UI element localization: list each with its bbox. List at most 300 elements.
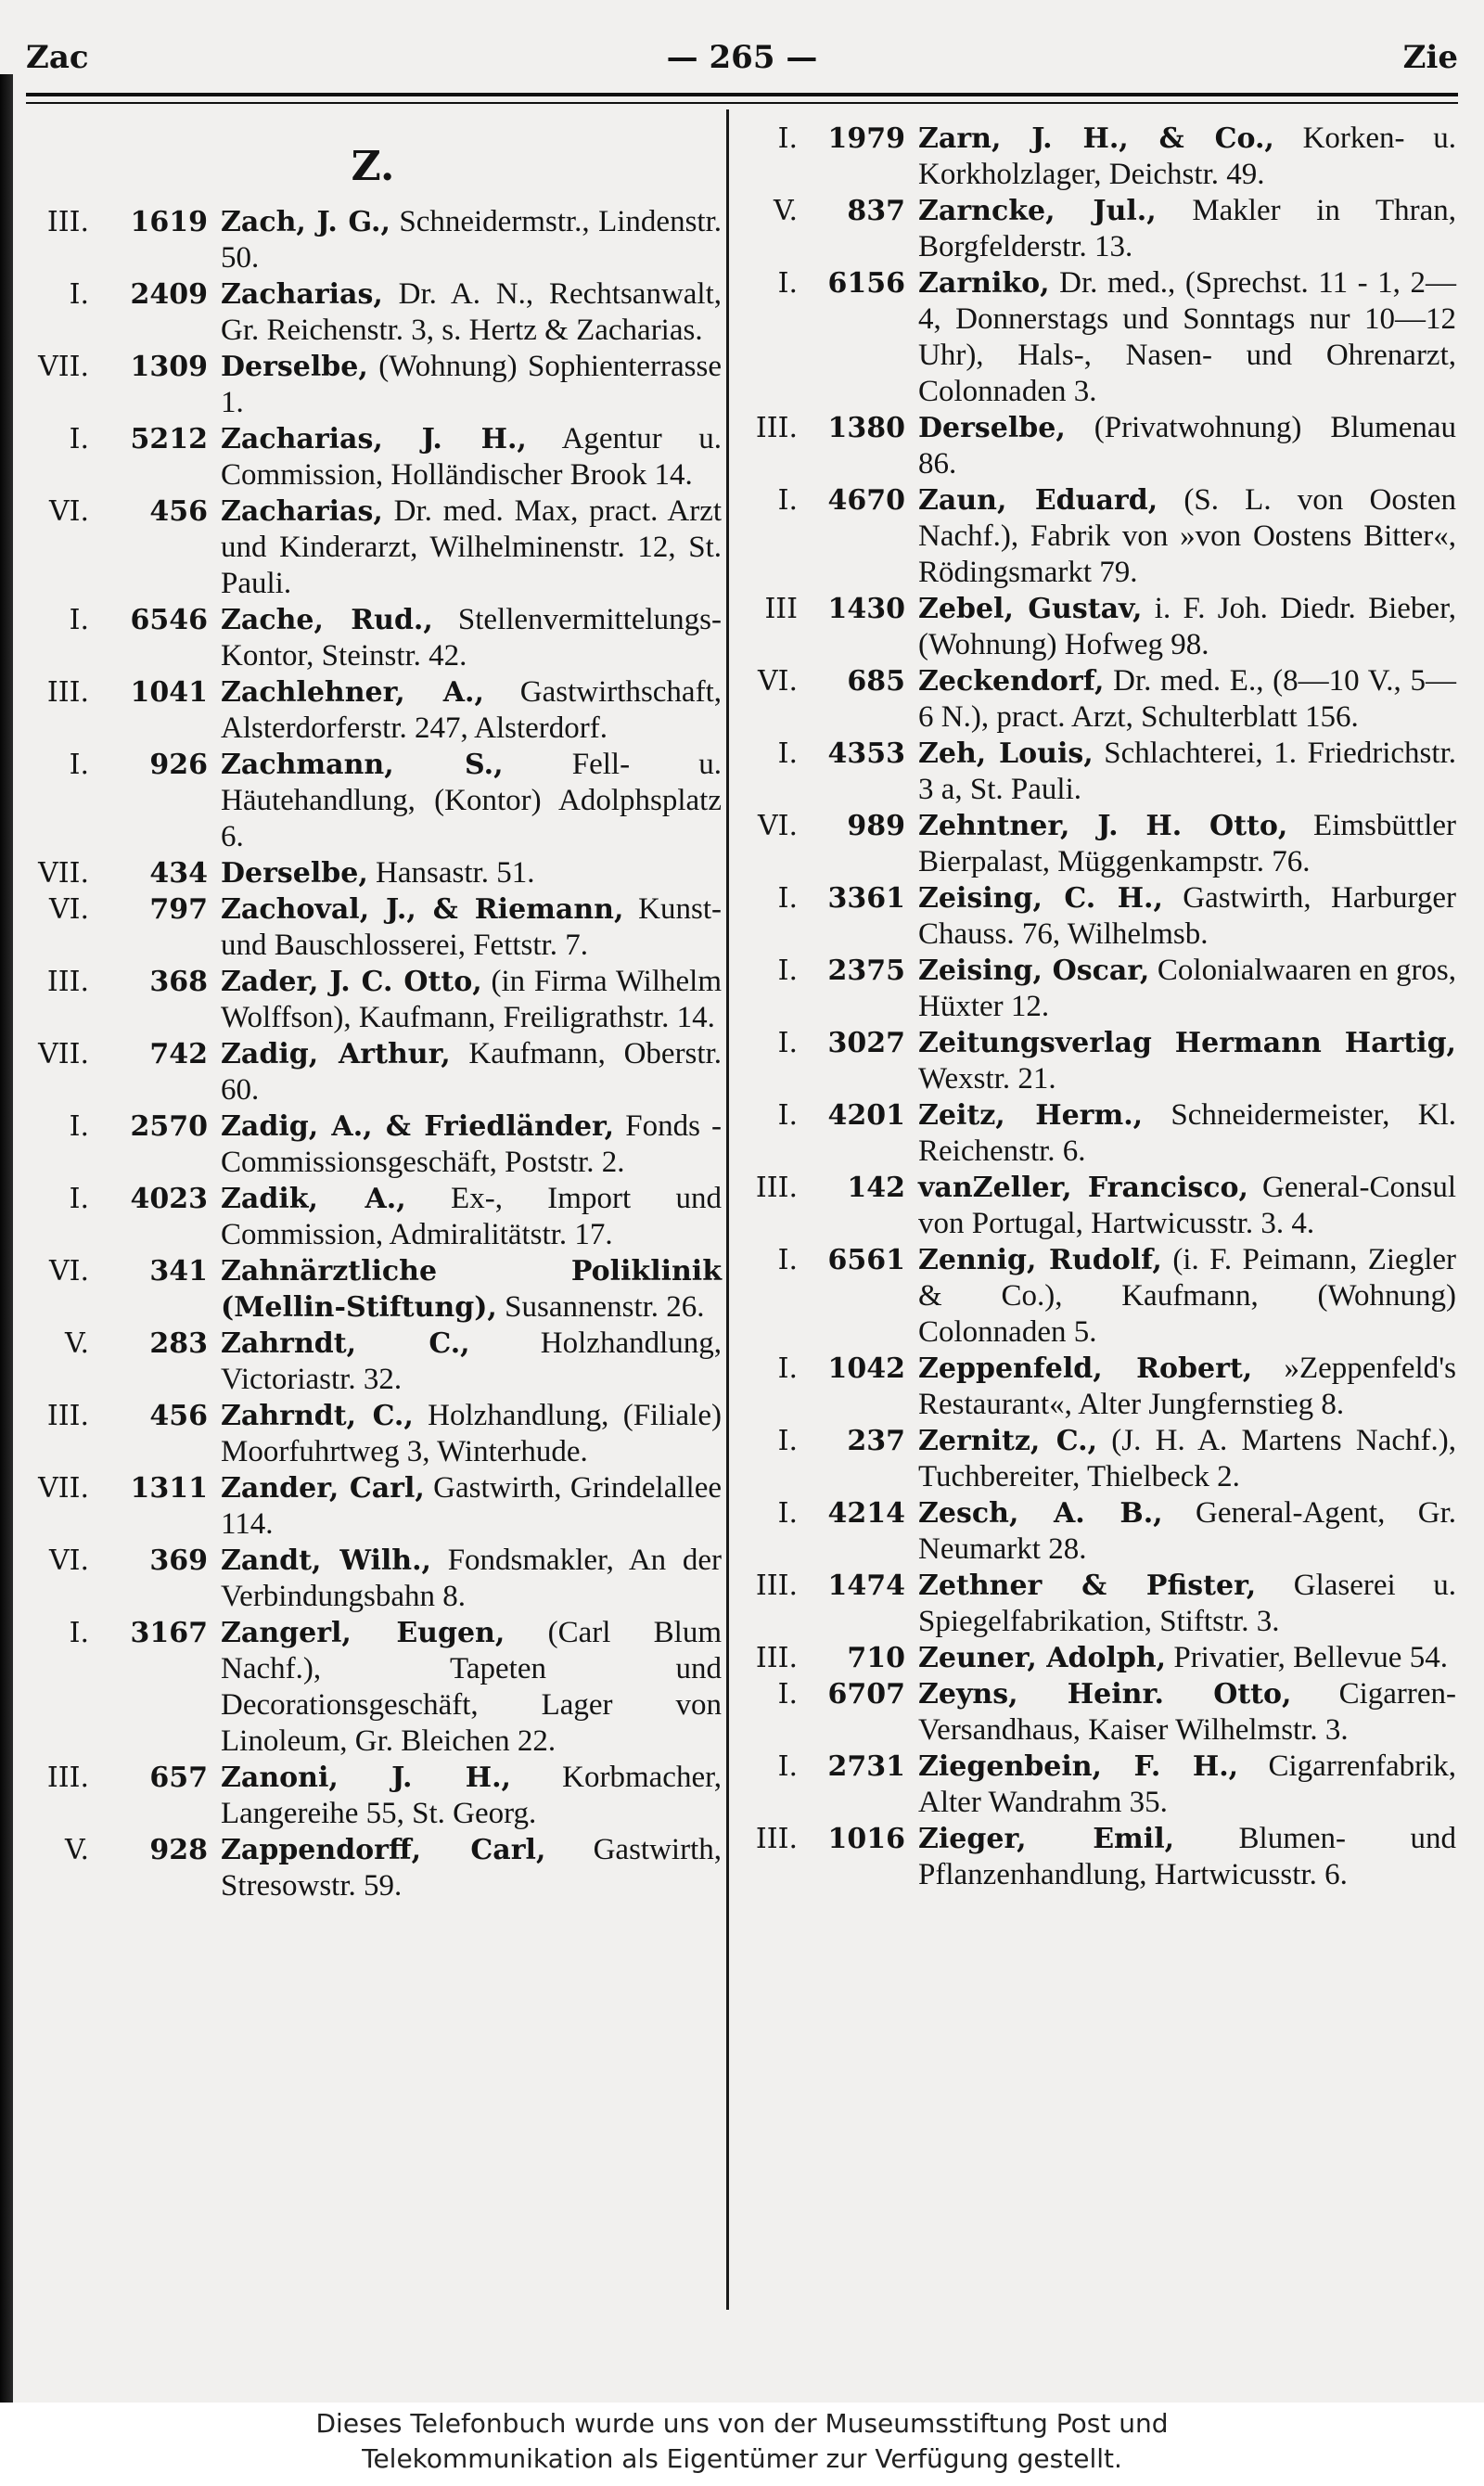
phone-number bbox=[24, 747, 221, 855]
exchange-district: VI. bbox=[48, 495, 89, 528]
subscriber-name: Zernitz, C., bbox=[918, 1425, 1098, 1457]
exchange-district: VI. bbox=[757, 810, 798, 842]
exchange-district: I. bbox=[777, 1425, 798, 1457]
entry-text bbox=[221, 421, 722, 493]
subscriber-name: Zander, Carl, bbox=[221, 1472, 425, 1505]
exchange-district: VI. bbox=[757, 665, 798, 698]
entry-text bbox=[918, 410, 1456, 482]
subscriber-name: Zehntner, J. H. Otto, bbox=[918, 810, 1288, 842]
subscriber-details: (Privatwohnung) Blumenau 86. bbox=[918, 411, 1457, 481]
subscriber-name: Zahnärztliche Poliklinik (Mellin-Stiftung), bbox=[221, 1255, 722, 1324]
subscriber-details: Cigarren-Versandhaus, Kaiser Wilhelmstr. 3. bbox=[918, 1677, 1457, 1747]
line-number: 837 bbox=[847, 195, 905, 227]
entry-text bbox=[918, 1821, 1456, 1893]
subscriber-details: Fonds - Commissionsgeschäft, Poststr. 2. bbox=[221, 1109, 723, 1179]
directory-entry bbox=[24, 1326, 722, 1398]
phone-number bbox=[24, 674, 221, 747]
entry-text bbox=[918, 736, 1456, 808]
phone-number bbox=[740, 1423, 918, 1495]
subscriber-details: Ex-, Import und Commission, Admiralitätstr. 17. bbox=[221, 1182, 722, 1251]
directory-entry bbox=[740, 1170, 1456, 1242]
line-number: 6561 bbox=[827, 1244, 905, 1276]
exchange-district: III. bbox=[755, 412, 798, 444]
line-number: 1474 bbox=[827, 1570, 905, 1602]
directory-entry bbox=[740, 1495, 1456, 1568]
subscriber-name: Zach, J. G., bbox=[221, 206, 390, 238]
line-number: 657 bbox=[149, 1762, 208, 1794]
footer-notice bbox=[0, 2403, 1484, 2486]
subscriber-details: Fondsmakler, An der Verbindungsbahn 8. bbox=[221, 1544, 722, 1613]
phone-number bbox=[24, 602, 221, 674]
subscriber-name: Zeyns, Heinr. Otto, bbox=[918, 1678, 1292, 1711]
subscriber-details: Hansastr. 51. bbox=[376, 856, 535, 890]
subscriber-name: Ziegenbein, F. H., bbox=[918, 1750, 1239, 1783]
subscriber-details: Dr. med. Max, pract. Arzt und Kinderarzt, Wilhelminenstr. 12, St. Pauli. bbox=[221, 494, 723, 600]
phone-number bbox=[24, 1832, 221, 1904]
subscriber-name: Zandt, Wilh., bbox=[221, 1544, 431, 1577]
entry-text bbox=[221, 1108, 722, 1181]
exchange-district: VII. bbox=[38, 351, 89, 383]
entry-text bbox=[918, 880, 1456, 953]
column-divider bbox=[726, 109, 729, 2310]
directory-entry bbox=[740, 482, 1456, 591]
exchange-district: VII. bbox=[38, 857, 89, 890]
line-number: 6156 bbox=[827, 267, 905, 300]
subscriber-details: Dr. A. N., Rechtsanwalt, Gr. Reichenstr. 3, s. Hertz & Zacharias. bbox=[221, 277, 723, 347]
exchange-district: V. bbox=[774, 195, 798, 227]
subscriber-name: Derselbe, bbox=[918, 412, 1066, 444]
phone-number bbox=[740, 1568, 918, 1640]
entry-text bbox=[918, 193, 1456, 265]
line-number: 989 bbox=[847, 810, 905, 842]
directory-entry bbox=[24, 1543, 722, 1615]
subscriber-details: Gastwirth, Harburger Chauss. 76, Wilhelmsb. bbox=[918, 881, 1456, 951]
line-number: 434 bbox=[149, 857, 208, 890]
directory-entry bbox=[740, 1749, 1456, 1821]
exchange-district: III. bbox=[46, 966, 89, 998]
directory-entry bbox=[24, 964, 722, 1036]
phone-number bbox=[740, 953, 918, 1025]
header-rule-thin bbox=[26, 102, 1458, 104]
entry-text bbox=[221, 1615, 722, 1760]
directory-entry bbox=[740, 1097, 1456, 1170]
line-number: 1979 bbox=[827, 122, 905, 155]
phone-number bbox=[24, 1181, 221, 1253]
entry-text bbox=[221, 1253, 722, 1326]
entry-text bbox=[918, 591, 1456, 663]
header-rule bbox=[26, 93, 1458, 96]
directory-entry bbox=[740, 1640, 1456, 1676]
subscriber-details: Gastwirth, Stresowstr. 59. bbox=[221, 1833, 722, 1903]
directory-entry bbox=[24, 1181, 722, 1253]
phone-number bbox=[740, 265, 918, 410]
subscriber-name: Zahrndt, C., bbox=[221, 1327, 470, 1360]
phone-number bbox=[24, 421, 221, 493]
left-column bbox=[24, 121, 722, 1904]
subscriber-details: Agentur u. Commission, Holländischer Brook 14. bbox=[221, 422, 722, 492]
line-number: 1041 bbox=[130, 676, 208, 709]
subscriber-details: Dr. med., (Sprechst. 11 - 1, 2—4, Donnerstags und Sonntags nur 10—12 Uhr), Hals-, Nasen- und Ohrenarzt, Colonnaden 3. bbox=[918, 266, 1456, 408]
phone-number bbox=[740, 193, 918, 265]
entry-text bbox=[918, 1351, 1456, 1423]
entry-text bbox=[221, 1832, 722, 1904]
exchange-district: III. bbox=[755, 1823, 798, 1855]
line-number: 341 bbox=[149, 1255, 208, 1288]
exchange-district: III. bbox=[46, 676, 89, 709]
line-number: 369 bbox=[149, 1544, 208, 1577]
exchange-district: I. bbox=[777, 1244, 798, 1276]
directory-entry bbox=[740, 663, 1456, 736]
directory-entry bbox=[740, 1821, 1456, 1893]
entry-text bbox=[221, 855, 722, 891]
subscriber-details: Colonialwaaren en gros, Hüxter 12. bbox=[918, 954, 1457, 1023]
phone-number bbox=[24, 1543, 221, 1615]
binding-edge bbox=[0, 74, 13, 2403]
directory-entry bbox=[740, 1351, 1456, 1423]
subscriber-details: Holzhandlung, (Filiale) Moorfuhrtweg 3, Winterhude. bbox=[221, 1399, 723, 1468]
phone-number bbox=[24, 1253, 221, 1326]
subscriber-name: Zeppenfeld, Robert, bbox=[918, 1352, 1253, 1385]
entry-text bbox=[221, 1760, 722, 1832]
subscriber-details: General-Agent, Gr. Neumarkt 28. bbox=[918, 1496, 1456, 1566]
line-number: 456 bbox=[149, 495, 208, 528]
exchange-district: VII. bbox=[38, 1472, 89, 1505]
subscriber-name: Zennig, Rudolf, bbox=[918, 1244, 1162, 1276]
phone-number bbox=[740, 410, 918, 482]
phone-number bbox=[740, 808, 918, 880]
phone-number bbox=[740, 591, 918, 663]
entry-text bbox=[221, 349, 722, 421]
line-number: 142 bbox=[847, 1172, 905, 1204]
subscriber-name: Zadig, A., & Friedländer, bbox=[221, 1110, 615, 1143]
subscriber-details: Korken- u. Korkholzlager, Deichstr. 49. bbox=[918, 122, 1456, 191]
subscriber-name: Zarniko, bbox=[918, 267, 1050, 300]
phone-number bbox=[740, 736, 918, 808]
section-letter: Z. bbox=[351, 143, 395, 190]
phone-number bbox=[24, 855, 221, 891]
subscriber-name: Zebel, Gustav, bbox=[918, 593, 1143, 625]
phone-number bbox=[24, 964, 221, 1036]
directory-entry bbox=[24, 1398, 722, 1470]
exchange-district: I. bbox=[777, 484, 798, 517]
subscriber-name: Zachoval, J., & Riemann, bbox=[221, 893, 624, 926]
subscriber-details: i. F. Joh. Diedr. Bieber, (Wohnung) Hofweg 98. bbox=[918, 592, 1456, 661]
directory-entry bbox=[24, 1108, 722, 1181]
entry-text bbox=[221, 747, 722, 855]
subscriber-details: Blumen- und Pflanzenhandlung, Hartwicusstr. 6. bbox=[918, 1822, 1456, 1891]
subscriber-name: Zarncke, Jul., bbox=[918, 195, 1157, 227]
entry-text bbox=[221, 204, 722, 276]
phone-number bbox=[740, 1025, 918, 1097]
subscriber-name: Zacharias, J. H., bbox=[221, 423, 527, 455]
exchange-district: I. bbox=[777, 1678, 798, 1711]
exchange-district: I. bbox=[777, 1497, 798, 1530]
exchange-district: I. bbox=[777, 737, 798, 770]
exchange-district: III. bbox=[46, 206, 89, 238]
subscriber-name: Zacharias, bbox=[221, 495, 383, 528]
entry-text bbox=[918, 482, 1456, 591]
entry-text bbox=[918, 953, 1456, 1025]
line-number: 926 bbox=[149, 749, 208, 781]
phone-number bbox=[740, 1640, 918, 1676]
subscriber-name: Derselbe, bbox=[221, 857, 368, 890]
subscriber-name: Zeitungsverlag Hermann Hartig, bbox=[918, 1027, 1456, 1059]
entry-text bbox=[918, 1170, 1456, 1242]
directory-entry bbox=[740, 121, 1456, 193]
subscriber-name: Zarn, J. H., & Co., bbox=[918, 122, 1274, 155]
entry-text bbox=[221, 276, 722, 349]
directory-entry bbox=[24, 349, 722, 421]
subscriber-name: Zadik, A., bbox=[221, 1183, 406, 1215]
exchange-district: I. bbox=[69, 749, 89, 781]
subscriber-details: General-Consul von Portugal, Hartwicusstr. 3. 4. bbox=[918, 1171, 1456, 1240]
line-number: 2409 bbox=[130, 278, 208, 311]
entry-text bbox=[918, 1568, 1456, 1640]
directory-entry bbox=[24, 674, 722, 747]
line-number: 4670 bbox=[827, 484, 905, 517]
subscriber-details: Dr. med. E., (8—10 V., 5—6 N.), pract. Arzt, Schulterblatt 156. bbox=[918, 664, 1456, 734]
directory-entry bbox=[24, 276, 722, 349]
entry-text bbox=[918, 1025, 1456, 1097]
exchange-district: VI. bbox=[48, 1544, 89, 1577]
subscriber-details: »Zeppenfeld's Restaurant«, Alter Jungfernstieg 8. bbox=[918, 1352, 1456, 1421]
phone-number bbox=[24, 204, 221, 276]
line-number: 4023 bbox=[130, 1183, 208, 1215]
phone-number bbox=[24, 1615, 221, 1760]
phone-number bbox=[24, 276, 221, 349]
subscriber-name: Zappendorff, Carl, bbox=[221, 1834, 546, 1866]
exchange-district: I. bbox=[69, 604, 89, 636]
subscriber-name: vanZeller, Francisco, bbox=[918, 1172, 1248, 1204]
exchange-district: I. bbox=[69, 423, 89, 455]
directory-entry bbox=[740, 265, 1456, 410]
exchange-district: I. bbox=[69, 1617, 89, 1649]
subscriber-name: Derselbe, bbox=[221, 351, 368, 383]
exchange-district: I. bbox=[777, 882, 798, 915]
exchange-district: III bbox=[764, 593, 798, 625]
subscriber-details: Susannenstr. 26. bbox=[505, 1290, 705, 1324]
subscriber-name: Zangerl, Eugen, bbox=[221, 1617, 505, 1649]
directory-entry bbox=[24, 1760, 722, 1832]
entry-text bbox=[918, 1749, 1456, 1821]
entry-text bbox=[221, 1470, 722, 1543]
phone-number bbox=[740, 1351, 918, 1423]
entry-text bbox=[918, 1097, 1456, 1170]
exchange-district: III. bbox=[755, 1172, 798, 1204]
directory-entry bbox=[24, 602, 722, 674]
line-number: 237 bbox=[847, 1425, 905, 1457]
subscriber-details: Cigarrenfabrik, Alter Wandrahm 35. bbox=[918, 1749, 1456, 1819]
exchange-district: V. bbox=[65, 1834, 89, 1866]
subscriber-name: Zadig, Arthur, bbox=[221, 1038, 451, 1070]
exchange-district: VI. bbox=[48, 893, 89, 926]
subscriber-name: Zahrndt, C., bbox=[221, 1400, 414, 1432]
line-number: 3361 bbox=[827, 882, 905, 915]
line-number: 1619 bbox=[130, 206, 208, 238]
line-number: 1309 bbox=[130, 351, 208, 383]
subscriber-details: Korbmacher, Langereihe 55, St. Georg. bbox=[221, 1761, 723, 1830]
line-number: 1016 bbox=[827, 1823, 905, 1855]
entry-text bbox=[221, 1326, 722, 1398]
directory-entry bbox=[24, 1470, 722, 1543]
exchange-district: I. bbox=[777, 955, 798, 987]
subscriber-details: Gastwirth, Grindelallee 114. bbox=[221, 1471, 722, 1541]
directory-entry bbox=[24, 747, 722, 855]
entry-text bbox=[918, 1640, 1456, 1676]
line-number: 456 bbox=[149, 1400, 208, 1432]
line-number: 4201 bbox=[827, 1099, 905, 1132]
directory-entry bbox=[740, 1423, 1456, 1495]
phone-number bbox=[740, 1170, 918, 1242]
subscriber-name: Zethner & Pfister, bbox=[918, 1570, 1257, 1602]
subscriber-details: (in Firma Wilhelm Wolffson), Kaufmann, Freiligrathstr. 14. bbox=[221, 965, 722, 1034]
subscriber-details: Schneidermeister, Kl. Reichenstr. 6. bbox=[918, 1098, 1456, 1168]
phone-number bbox=[740, 1749, 918, 1821]
entry-text bbox=[918, 663, 1456, 736]
phone-number bbox=[740, 880, 918, 953]
directory-entry bbox=[740, 1568, 1456, 1640]
line-number: 4353 bbox=[827, 737, 905, 770]
entry-text bbox=[918, 808, 1456, 880]
subscriber-details: Makler in Thran, Borgfelderstr. 13. bbox=[918, 194, 1456, 263]
phone-number bbox=[740, 121, 918, 193]
entry-text bbox=[221, 1543, 722, 1615]
phone-number bbox=[24, 349, 221, 421]
subscriber-name: Zachmann, S., bbox=[221, 749, 504, 781]
subscriber-name: Zieger, Emil, bbox=[918, 1823, 1175, 1855]
phone-number bbox=[740, 1097, 918, 1170]
directory-entry bbox=[740, 953, 1456, 1025]
exchange-district: I. bbox=[69, 278, 89, 311]
subscriber-name: Zeising, Oscar, bbox=[918, 955, 1150, 987]
phone-number bbox=[24, 493, 221, 602]
subscriber-details: Stellenvermittelungs-Kontor, Steinstr. 42. bbox=[221, 603, 723, 673]
subscriber-details: Holzhandlung, Victoriastr. 32. bbox=[221, 1326, 723, 1396]
exchange-district: VII. bbox=[38, 1038, 89, 1070]
line-number: 3027 bbox=[827, 1027, 905, 1059]
footer-line-1: Dieses Telefonbuch wurde uns von der Museumsstiftung Post und bbox=[315, 2408, 1169, 2439]
subscriber-name: Zaun, Eduard, bbox=[918, 484, 1158, 517]
line-number: 1430 bbox=[827, 593, 905, 625]
subscriber-details: Gastwirthschaft, Alsterdorferstr. 247, Alsterdorf. bbox=[221, 675, 722, 745]
phone-number bbox=[740, 1676, 918, 1749]
footer-line-2: Telekommunikation als Eigentümer zur Verfügung gestellt. bbox=[362, 2443, 1122, 2474]
line-number: 5212 bbox=[130, 423, 208, 455]
line-number: 1380 bbox=[827, 412, 905, 444]
exchange-district: I. bbox=[777, 122, 798, 155]
subscriber-details: Kunst- und Bauschlosserei, Fettstr. 7. bbox=[221, 892, 722, 962]
line-number: 283 bbox=[149, 1327, 208, 1360]
directory-entry bbox=[24, 421, 722, 493]
subscriber-details: Eimsbüttler Bierpalast, Müggenkampstr. 76. bbox=[918, 809, 1457, 878]
subscriber-name: Zachlehner, A., bbox=[221, 676, 484, 709]
entry-text bbox=[918, 1495, 1456, 1568]
line-number: 2570 bbox=[130, 1110, 208, 1143]
entry-text bbox=[221, 1398, 722, 1470]
line-number: 4214 bbox=[827, 1497, 905, 1530]
phone-number bbox=[24, 1326, 221, 1398]
exchange-district: I. bbox=[777, 1750, 798, 1783]
subscriber-name: Zeuner, Adolph, bbox=[918, 1642, 1167, 1674]
directory-entry bbox=[740, 1242, 1456, 1351]
phone-number bbox=[24, 1036, 221, 1108]
exchange-district: V. bbox=[65, 1327, 89, 1360]
subscriber-details: Kaufmann, Oberstr. 60. bbox=[221, 1037, 722, 1107]
phone-number bbox=[740, 663, 918, 736]
directory-entry bbox=[24, 204, 722, 276]
phone-number bbox=[24, 1398, 221, 1470]
subscriber-name: Zache, Rud., bbox=[221, 604, 433, 636]
subscriber-details: (J. H. A. Martens Nachf.), Tuchbereiter, Thielbeck 2. bbox=[918, 1424, 1456, 1493]
directory-entry bbox=[740, 410, 1456, 482]
subscriber-name: Zeckendorf, bbox=[918, 665, 1105, 698]
exchange-district: III. bbox=[755, 1642, 798, 1674]
phone-number bbox=[24, 1760, 221, 1832]
directory-entry bbox=[740, 880, 1456, 953]
right-column bbox=[740, 121, 1456, 1893]
subscriber-details: (i. F. Peimann, Ziegler & Co.), Kaufmann, (Wohnung) Colonnaden 5. bbox=[918, 1243, 1456, 1349]
header-first-word: Zac bbox=[26, 39, 89, 76]
entry-text bbox=[221, 964, 722, 1036]
exchange-district: III. bbox=[46, 1762, 89, 1794]
line-number: 6546 bbox=[130, 604, 208, 636]
line-number: 2731 bbox=[827, 1750, 905, 1783]
line-number: 797 bbox=[149, 893, 208, 926]
subscriber-name: Zader, J. C. Otto, bbox=[221, 966, 482, 998]
directory-entry bbox=[740, 736, 1456, 808]
entry-text bbox=[918, 1423, 1456, 1495]
phone-number bbox=[24, 1470, 221, 1543]
exchange-district: I. bbox=[777, 1099, 798, 1132]
directory-entry bbox=[24, 855, 722, 891]
exchange-district: VI. bbox=[48, 1255, 89, 1288]
subscriber-details: Glaserei u. Spiegelfabrikation, Stiftstr. 3. bbox=[918, 1569, 1456, 1638]
subscriber-details: (Wohnung) Sophienterrasse 1. bbox=[221, 350, 722, 419]
directory-entry bbox=[24, 493, 722, 602]
subscriber-details: (Carl Blum Nachf.), Tapeten und Decorationsgeschäft, Lager von Linoleum, Gr. Bleichen 22. bbox=[221, 1616, 722, 1758]
line-number: 742 bbox=[149, 1038, 208, 1070]
directory-entry bbox=[740, 808, 1456, 880]
subscriber-name: Zeising, C. H., bbox=[918, 882, 1163, 915]
phone-number bbox=[740, 1495, 918, 1568]
subscriber-name: Zanoni, J. H., bbox=[221, 1762, 512, 1794]
exchange-district: I. bbox=[777, 267, 798, 300]
entry-text bbox=[918, 265, 1456, 410]
entry-text bbox=[918, 1242, 1456, 1351]
entry-text bbox=[918, 1676, 1456, 1749]
line-number: 1311 bbox=[130, 1472, 208, 1505]
entry-text bbox=[221, 891, 722, 964]
subscriber-details: (S. L. von Oosten Nachf.), Fabrik von »von Oostens Bitter«, Rödingsmarkt 79. bbox=[918, 483, 1456, 589]
directory-entry bbox=[740, 1025, 1456, 1097]
exchange-district: III. bbox=[46, 1400, 89, 1432]
entry-text bbox=[221, 1181, 722, 1253]
directory-entry bbox=[24, 1832, 722, 1904]
line-number: 1042 bbox=[827, 1352, 905, 1385]
line-number: 2375 bbox=[827, 955, 905, 987]
line-number: 368 bbox=[149, 966, 208, 998]
exchange-district: I. bbox=[69, 1110, 89, 1143]
subscriber-details: Wexstr. 21. bbox=[918, 1062, 1056, 1096]
subscriber-details: Schneidermstr., Lindenstr. 50. bbox=[221, 205, 723, 275]
page-header bbox=[26, 26, 1458, 91]
line-number: 3167 bbox=[130, 1617, 208, 1649]
entry-text bbox=[221, 674, 722, 747]
directory-entry bbox=[24, 1253, 722, 1326]
entry-text bbox=[221, 602, 722, 674]
directory-entry bbox=[24, 1036, 722, 1108]
directory-entry bbox=[740, 591, 1456, 663]
